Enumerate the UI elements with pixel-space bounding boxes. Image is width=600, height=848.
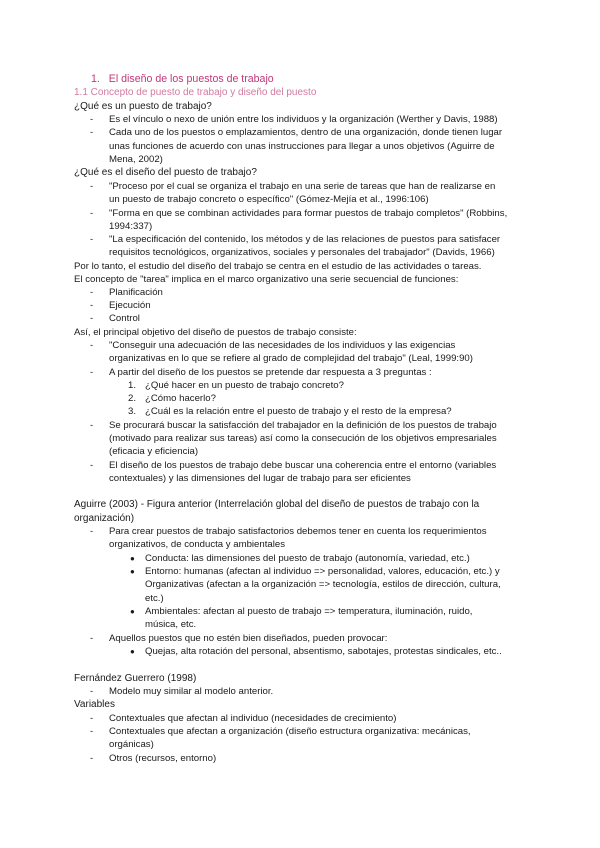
aguirre-item-2: Aquellos puestos que no estén bien diseñados, pueden provocar: xyxy=(109,633,388,644)
q2-item-1-line-2: un puesto de trabajo concreto o específico" (Gómez-Mejía et al., 1996:106) xyxy=(109,194,429,205)
dash-marker: - xyxy=(90,114,94,125)
dash-marker: - xyxy=(90,686,94,697)
aguirre-bullet-ambientales-line-1: Ambientales: afectan al puesto de trabajo => temperatura, iluminación, ruido, xyxy=(145,606,473,617)
variables-item-2-line-1: Contextuales que afectan a organización (diseño estructura organizativa: mecánicas, xyxy=(109,726,471,737)
dash-marker: - xyxy=(90,234,94,245)
objetivo-item-4-line-1: El diseño de los puestos de trabajo debe buscar una coherencia entre el entorno (variables xyxy=(109,460,497,471)
q1-item-2-line-2: unas funciones de acuerdo con unas instrucciones para llegar a unos objetivos (Aguirre de xyxy=(109,141,495,152)
objetivo-item-1-line-2: organizativas en lo que se refiere al grado de complejidad del trabajo" (Leal, 1999:90) xyxy=(109,353,473,364)
aguirre-item-1-line-1: Para crear puestos de trabajo satisfactorios debemos tener en cuenta los requerimientos xyxy=(109,526,487,537)
pregunta-1: ¿Qué hacer en un puesto de trabajo concreto? xyxy=(145,380,344,391)
pregunta-number: 2. xyxy=(128,393,137,404)
dash-marker: - xyxy=(90,713,94,724)
q2-item-2-line-1: "Forma en que se combinan actividades para formar puestos de trabajo completos" (Robbins, xyxy=(109,208,508,219)
q1-item-2-line-3: Mena, 2002) xyxy=(109,154,163,165)
objetivo-item-4-line-2: contextuales) y las dimensiones del lugar de trabajo para ser eficientes xyxy=(109,473,411,484)
pregunta-number: 3. xyxy=(128,406,137,417)
paragraph-estudio: Por lo tanto, el estudio del diseño del trabajo se centra en el estudio de las actividades o tareas. xyxy=(74,261,482,272)
q2-item-3-line-2: requisitos tecnológicos, organizativos, sociales y personales del trabajador" (Davids, 1966) xyxy=(109,247,495,258)
objetivo-item-3-line-3: (eficacia y eficiencia) xyxy=(109,446,199,457)
objetivo-item-2: A partir del diseño de los puestos se pretende dar respuesta a 3 preguntas : xyxy=(109,367,432,378)
bullet-icon: ● xyxy=(130,647,135,656)
bullet-icon: ● xyxy=(130,554,135,563)
aguirre-bullet-entorno-line-3: etc.) xyxy=(145,593,164,604)
pregunta-2: ¿Cómo hacerlo? xyxy=(145,393,216,404)
fernandez-item-1: Modelo muy similar al modelo anterior. xyxy=(109,686,274,697)
heading-title: El diseño de los puestos de trabajo xyxy=(108,73,274,85)
variables-item-1: Contextuales que afectan al individuo (necesidades de crecimiento) xyxy=(109,713,397,724)
q2-item-2-line-2: 1994:337) xyxy=(109,221,153,232)
aguirre-item-1-line-2: organizativos, de conducta y ambientales xyxy=(109,539,285,550)
aguirre-bullet-entorno-line-1: Entorno: humanas (afectan al individuo => personalidad, valores, educación, etc.) y xyxy=(145,566,500,577)
dash-marker: - xyxy=(90,420,94,431)
dash-marker: - xyxy=(90,287,94,298)
dash-marker: - xyxy=(90,127,94,138)
aguirre-title-line-2: organización) xyxy=(74,513,135,524)
aguirre-bullet-ambientales-line-2: música, etc. xyxy=(145,619,197,630)
objetivo-item-1-line-1: "Conseguir una adecuación de las necesidades de los individuos y las exigencias xyxy=(109,340,456,351)
dash-marker: - xyxy=(90,633,94,644)
aguirre-bullet-quejas: Quejas, alta rotación del personal, absentismo, sabotajes, protestas sindicales, etc.. xyxy=(145,646,502,657)
q2-item-3-line-1: "La especificación del contenido, los métodos y de las relaciones de puestos para satisfacer xyxy=(109,234,501,245)
objetivo-item-3-line-2: (motivado para realizar sus tareas) así como la consecución de los objetivos empresariales xyxy=(109,433,497,444)
q1-item-2-line-1: Cada uno de los puestos o emplazamientos, dentro de una organización, donde tienen lugar xyxy=(109,127,503,138)
fernandez-title: Fernández Guerrero (1998) xyxy=(74,673,197,684)
dash-marker: - xyxy=(90,300,94,311)
aguirre-bullet-conducta: Conducta: las dimensiones del puesto de trabajo (autonomía, variedad, etc.) xyxy=(145,553,470,564)
variables-title: Variables xyxy=(74,699,115,710)
funcion-planificacion: Planificación xyxy=(109,287,163,298)
objetivo-item-3-line-1: Se procurará buscar la satisfacción del trabajador en la definición de los puestos de trabajo xyxy=(109,420,497,431)
q1-item-1-line-1: Es el vínculo o nexo de unión entre los individuos y la organización (Werther y Davis, 1988) xyxy=(109,114,498,125)
dash-marker: - xyxy=(90,181,94,192)
dash-marker: - xyxy=(90,313,94,324)
pregunta-number: 1. xyxy=(128,380,137,391)
paragraph-objetivo: Así, el principal objetivo del diseño de puestos de trabajo consiste: xyxy=(74,327,357,338)
aguirre-title-line-1: Aguirre (2003) - Figura anterior (Interrelación global del diseño de puestos de trabajo con la xyxy=(74,499,480,510)
q2-item-1-line-1: "Proceso por el cual se organiza el trabajo en una serie de tareas que han de realizarse en xyxy=(109,181,496,192)
dash-marker: - xyxy=(90,726,94,737)
dash-marker: - xyxy=(90,460,94,471)
variables-item-3: Otros (recursos, entorno) xyxy=(109,753,217,764)
dash-marker: - xyxy=(90,367,94,378)
section-heading xyxy=(91,72,274,86)
dash-marker: - xyxy=(90,340,94,351)
dash-marker: - xyxy=(90,526,94,537)
aguirre-bullet-entorno-line-2: Organizativas (afectan a la organización => tecnología, estilos de dirección, cultura, xyxy=(145,579,501,590)
pregunta-3: ¿Cuál es la relación entre el puesto de trabajo y el resto de la empresa? xyxy=(145,406,452,417)
bullet-icon: ● xyxy=(130,607,135,616)
dash-marker: - xyxy=(90,208,94,219)
dash-marker: - xyxy=(90,753,94,764)
subsection-heading: 1.1 Concepto de puesto de trabajo y diseño del puesto xyxy=(74,87,317,98)
question-puesto: ¿Qué es un puesto de trabajo? xyxy=(74,101,212,112)
heading-number: 1. xyxy=(91,73,100,85)
bullet-icon: ● xyxy=(130,567,135,576)
question-diseno: ¿Qué es el diseño del puesto de trabajo? xyxy=(74,167,257,178)
funcion-control: Control xyxy=(109,313,140,324)
variables-item-2-line-2: orgánicas) xyxy=(109,739,154,750)
funcion-ejecucion: Ejecución xyxy=(109,300,151,311)
paragraph-tarea: El concepto de "tarea" implica en el marco organizativo una serie secuencial de funciones: xyxy=(74,274,459,285)
